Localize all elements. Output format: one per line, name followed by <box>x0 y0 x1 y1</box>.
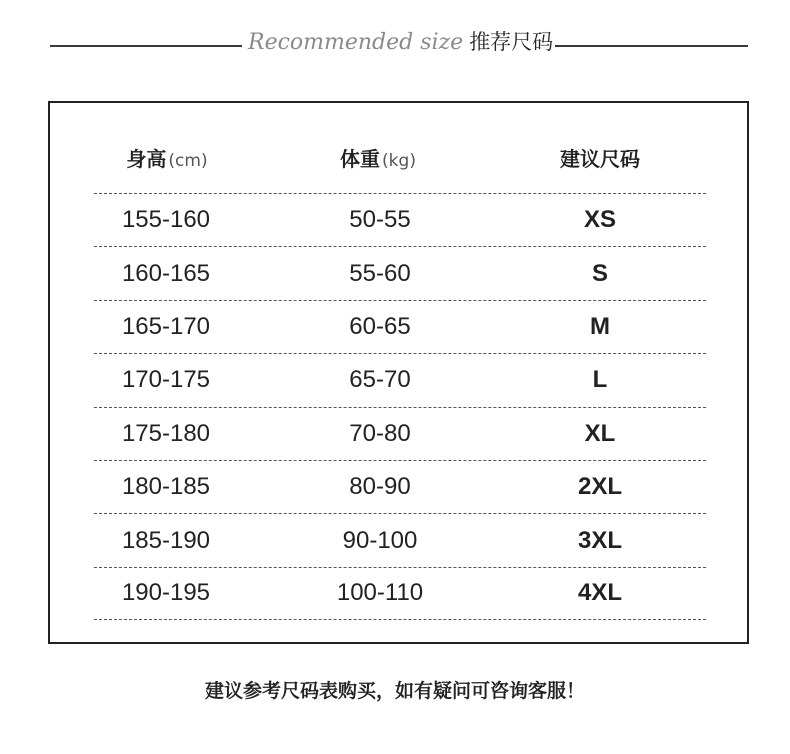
size-cell: S <box>591 259 608 287</box>
table-row <box>94 407 706 460</box>
column-header-height <box>97 143 237 172</box>
weight-cell: 55-60 <box>349 259 411 287</box>
weight-cell: 100-110 <box>336 579 424 607</box>
weight-cell: 50-55 <box>349 206 411 234</box>
weight-cell: 65-70 <box>349 366 411 394</box>
column-header-size-label: 建议尺码 <box>560 147 640 171</box>
header-right-rule <box>555 45 748 47</box>
height-cell: 165-170 <box>121 312 211 340</box>
size-cell: XL <box>584 419 616 447</box>
table-body <box>94 193 706 620</box>
column-header-size <box>530 143 670 172</box>
size-chart-header <box>50 24 748 60</box>
size-cell: 4XL <box>577 579 622 607</box>
size-cell: 3XL <box>577 526 622 554</box>
column-header-height-unit: (cm) <box>168 151 208 171</box>
weight-cell: 90-100 <box>342 526 418 554</box>
header-title <box>248 26 553 56</box>
column-header-weight-label: 体重 <box>340 147 381 171</box>
column-header-height-label: 身高 <box>126 147 167 171</box>
table-row <box>94 460 706 513</box>
height-cell: 190-195 <box>121 579 211 607</box>
size-cell: 2XL <box>577 473 622 501</box>
table-row <box>94 300 706 353</box>
header-english-title: Recommended size <box>248 30 464 55</box>
table-row <box>94 246 706 299</box>
size-advice-note: 建议参考尺码表购买，如有疑问可咨询客服！ <box>204 680 585 702</box>
table-row <box>94 513 706 566</box>
table-header-row <box>50 143 747 179</box>
table-row <box>94 567 706 620</box>
weight-cell: 60-65 <box>349 312 411 340</box>
column-header-weight-unit: (kg) <box>382 151 416 171</box>
height-cell: 160-165 <box>121 259 211 287</box>
height-cell: 175-180 <box>121 419 211 447</box>
size-cell: XS <box>583 206 616 234</box>
height-cell: 170-175 <box>121 366 211 394</box>
table-row <box>94 353 706 406</box>
size-cell: M <box>590 312 610 340</box>
height-cell: 155-160 <box>121 206 211 234</box>
column-header-weight <box>308 143 448 172</box>
size-cell: L <box>592 366 608 394</box>
height-cell: 180-185 <box>121 473 211 501</box>
weight-cell: 70-80 <box>349 419 411 447</box>
height-cell: 185-190 <box>121 526 211 554</box>
size-table <box>48 101 749 644</box>
table-row <box>94 193 706 246</box>
header-left-rule <box>50 45 242 47</box>
weight-cell: 80-90 <box>349 473 411 501</box>
header-chinese-title: 推荐尺码 <box>469 30 554 54</box>
